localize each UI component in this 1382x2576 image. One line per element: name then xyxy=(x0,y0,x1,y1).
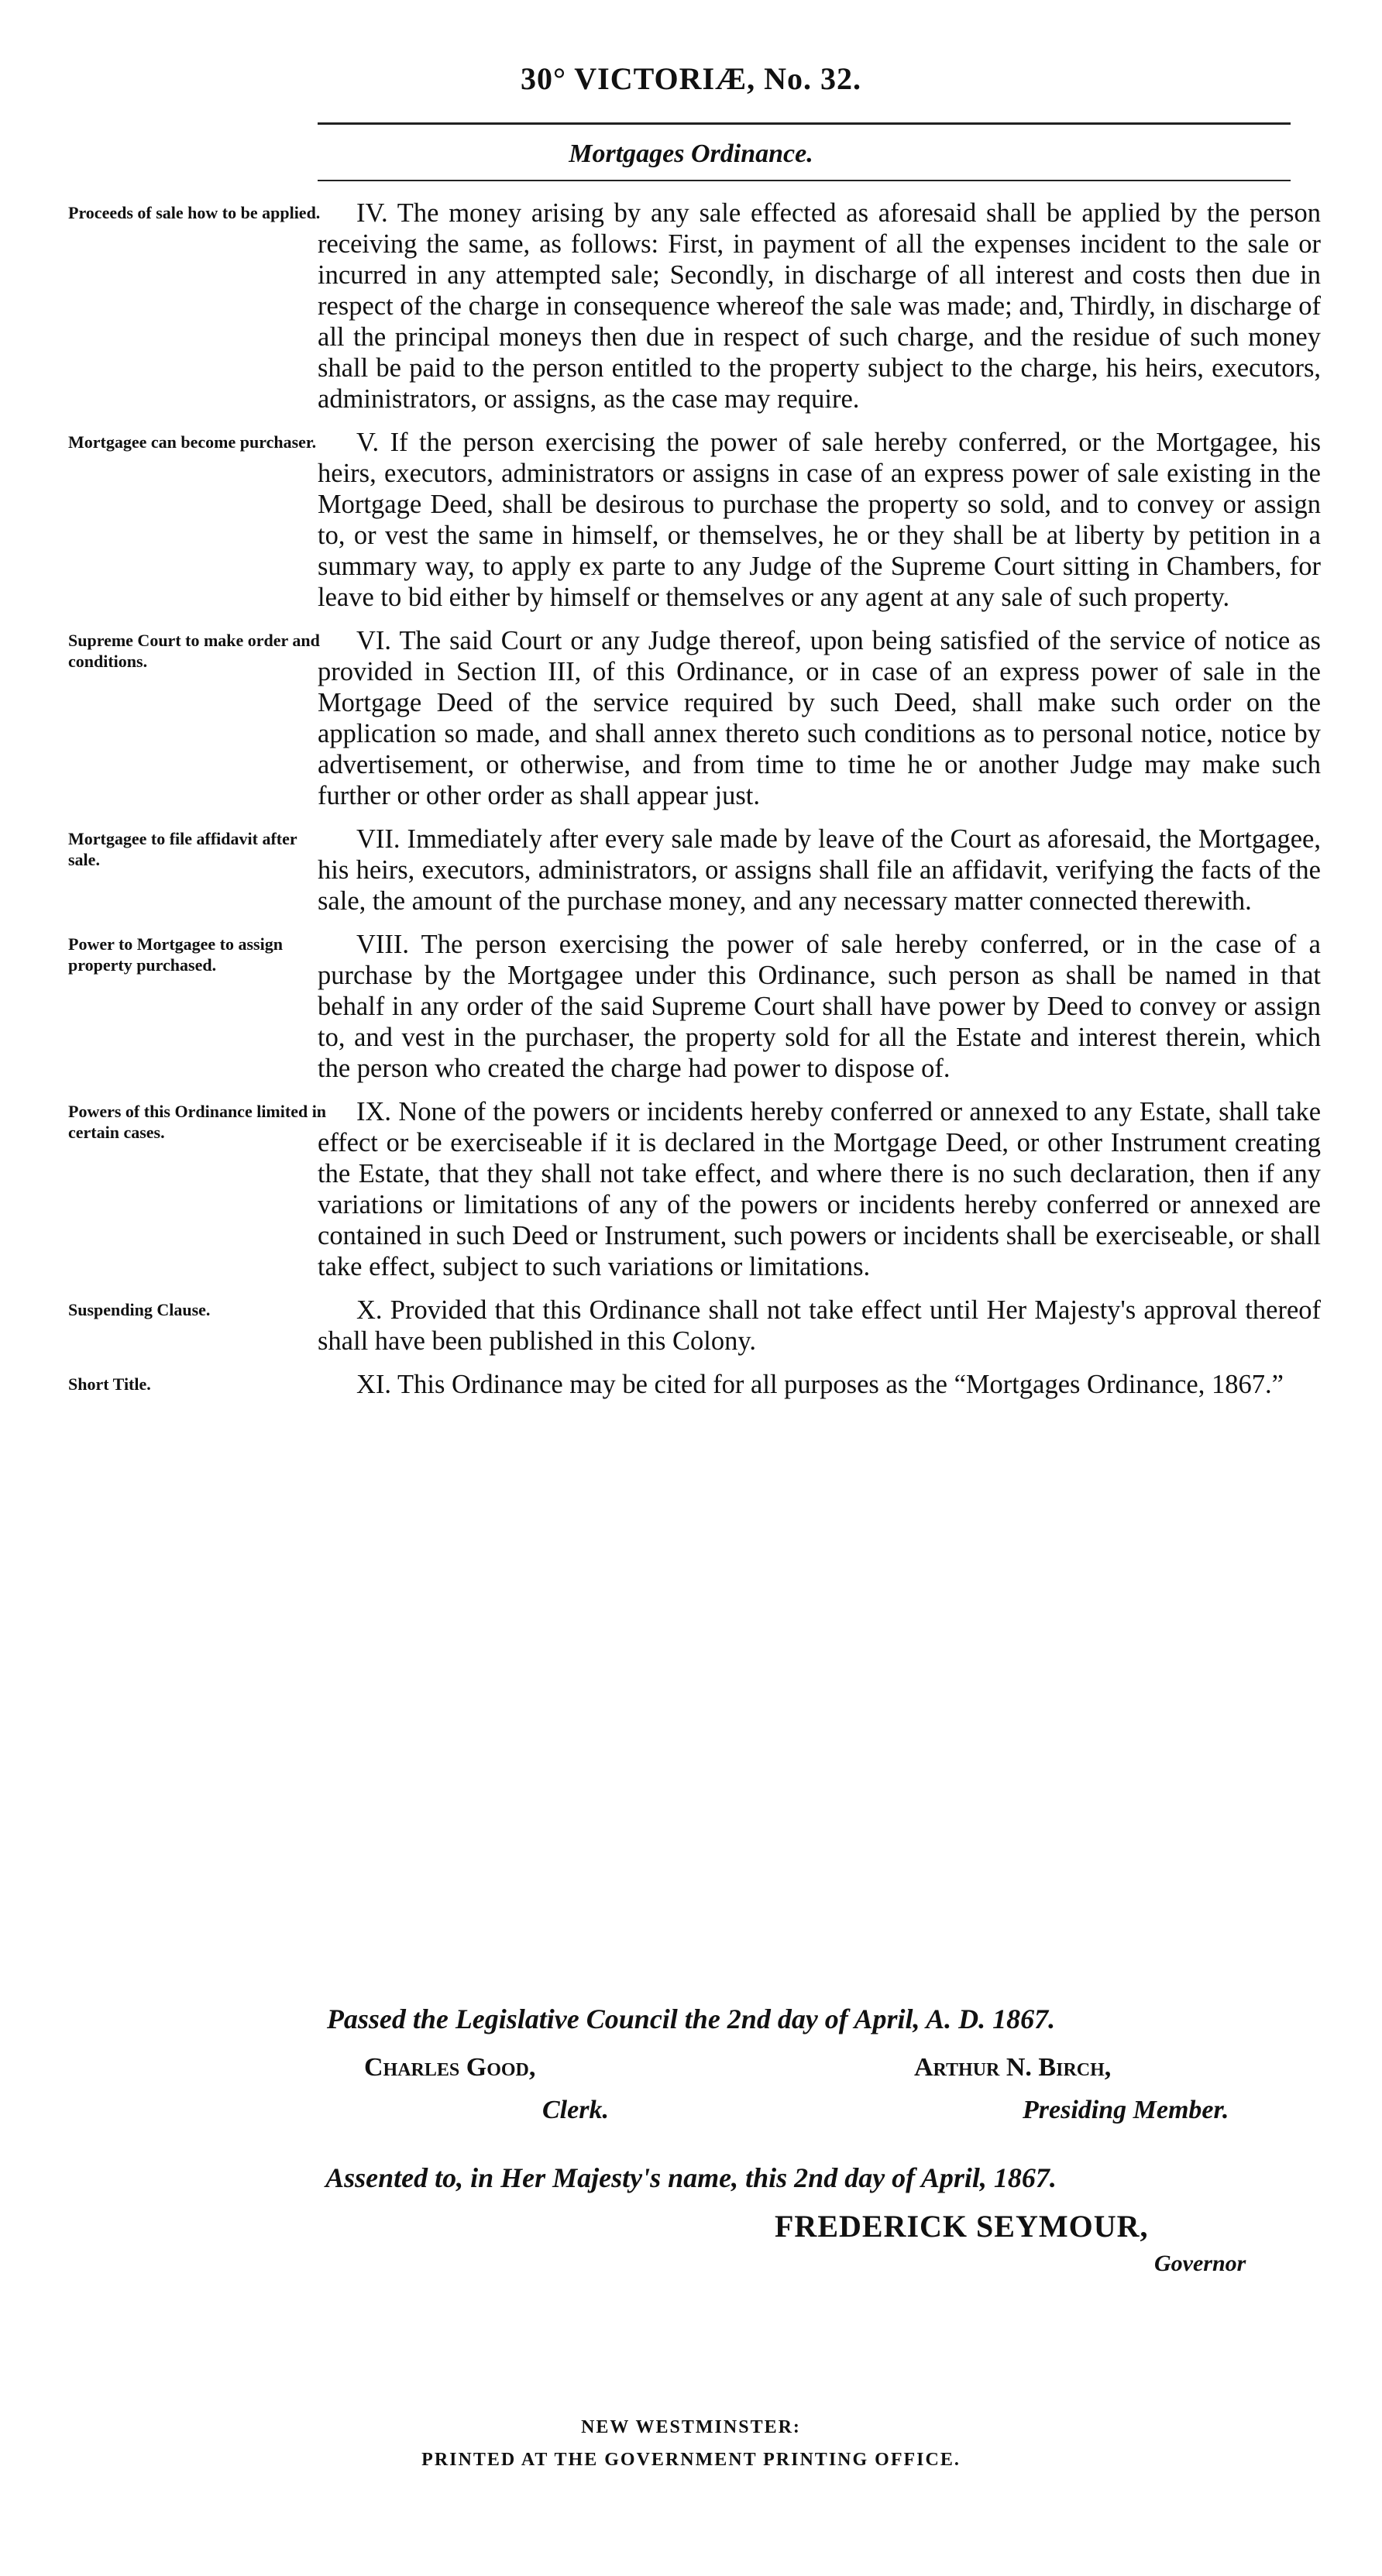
section-text xyxy=(318,427,1321,613)
section-body: Immediately after every sale made by leave of the Court as aforesaid, the Mortgagee, his heirs, executors, administrators, or assigns shall file an affidavit, verifying the facts of the sale, the amount of the purchase money, and any necessary matter connected therewith. xyxy=(318,824,1321,916)
section-body: None of the powers or incidents hereby conferred or annexed to any Estate, shall take effect or be exerciseable if it is declared in the Mortgage Deed, or other Instrument creating the Estate, that they shall not take effect, and where there is no such declaration, then if any variations or limitations of any of the powers or incidents hereby conferred or annexed are contained in such Deed or Instrument, such powers or incidents shall be exerciseable, or shall take effect, subject to such variations or limitations. xyxy=(318,1097,1322,1281)
section-text xyxy=(318,824,1321,917)
section-body: If the person exercising the power of sale hereby conferred, or the Mortgagee, his heirs, executors, administrators or assigns in case of an express power of sale existing in the Mortgage Deed, shall be desirous to purchase the property so sold, and to convey or assign to, or vest the same in himself, or themselves, he or they shall be at liberty by petition in a summary way, to apply ex parte to any Judge of the Supreme Court sitting in Chambers, for leave to bid either by himself or themselves or any agent at any sale of such property. xyxy=(318,428,1321,612)
section-number: VII. xyxy=(356,824,401,854)
section-xi xyxy=(46,1369,1325,1400)
section-number: X. xyxy=(356,1295,383,1325)
header-rule-bottom xyxy=(318,180,1291,181)
section-body: The money arising by any sale effected as aforesaid shall be applied by the person receiving the same, as follows: First, in payment of all the expenses incident to the sale or incurred in any attempted sale; Secondly, in discharge of all interest and costs then due in respect of the charge in consequence whereof the sale was made; and, Thirdly, in discharge of all the principal moneys then due in respect of such charge, and the residue of such money shall be paid to the person entitled to the property subject to the charge, his heirs, executors, administrators, or assigns, as the case may require. xyxy=(318,198,1321,414)
section-body: This Ordinance may be cited for all purposes as the “Mortgages Ordinance, 1867.” xyxy=(397,1370,1284,1399)
margin-note: Mortgagee can become purchaser. xyxy=(68,432,317,452)
clerk-role: Clerk. xyxy=(542,2096,609,2124)
governor-role: Governor xyxy=(1154,2251,1246,2276)
imprint-printer: PRINTED AT THE GOVERNMENT PRINTING OFFICE. xyxy=(421,2450,961,2470)
section-text xyxy=(318,929,1321,1084)
section-text xyxy=(318,1369,1321,1400)
section-number: IX. xyxy=(356,1097,392,1126)
section-text xyxy=(318,1096,1321,1282)
section-body: The said Court or any Judge thereof, upon being satisfied of the service of notice as provided in Section III, of this Ordinance, or in case of an express power of sale in the Mortgage Deed of the service required by such Deed, shall make such order on the application so made, and shall annex thereto such conditions as to personal notice, notice by advertisement, or otherwise, and from time to time he or another Judge may make such further or other order as shall appear just. xyxy=(318,626,1321,810)
section-number: VIII. xyxy=(356,930,410,959)
section-body: The person exercising the power of sale hereby conferred, or in the case of a purchase by the Mortgagee under this Ordinance, such person as shall be named in that behalf in any order of the said Supreme Court shall have power by Deed to convey or assign to, and vest in the purchaser, the property sold for all the Estate and interest therein, which the person who created the charge had power to dispose of. xyxy=(318,930,1321,1083)
clerk-name: Charles Good, xyxy=(364,2053,536,2082)
margin-note: Power to Mortgagee to assign property purchased. xyxy=(68,934,283,975)
imprint-place: NEW WESTMINSTER: xyxy=(581,2417,801,2437)
header-rule-top xyxy=(318,122,1291,125)
governor-name: FREDERICK SEYMOUR, xyxy=(775,2209,1149,2244)
page-header-title: 30° VICTORIÆ, No. 32. xyxy=(520,61,862,96)
section-v xyxy=(46,427,1325,613)
section-text xyxy=(318,625,1321,811)
section-text xyxy=(318,198,1321,414)
section-number: XI. xyxy=(356,1370,392,1399)
section-number: V. xyxy=(356,428,380,457)
margin-note: Suspending Clause. xyxy=(68,1300,211,1319)
presiding-member-role: Presiding Member. xyxy=(1023,2096,1229,2124)
margin-note: Short Title. xyxy=(68,1374,151,1394)
section-number: IV. xyxy=(356,198,388,228)
section-body: Provided that this Ordinance shall not take effect until Her Majesty's approval thereof shall have been published in this Colony. xyxy=(318,1295,1321,1356)
presiding-member-name: Arthur N. Birch, xyxy=(914,2053,1112,2082)
section-x xyxy=(46,1295,1325,1357)
assent-statement: Assented to, in Her Majesty's name, this 2nd day of April, 1867. xyxy=(325,2162,1057,2193)
margin-note: Mortgagee to file affidavit after sale. xyxy=(68,829,297,869)
margin-note: Powers of this Ordinance limited in certain cases. xyxy=(68,1102,327,1142)
section-viii xyxy=(46,929,1325,1084)
section-vii xyxy=(46,824,1325,917)
section-ix xyxy=(46,1096,1325,1282)
ordinance-sections xyxy=(46,198,1325,1412)
section-vi xyxy=(46,625,1325,811)
section-iv xyxy=(46,198,1325,414)
margin-note: Proceeds of sale how to be applied. xyxy=(68,203,321,222)
section-text xyxy=(318,1295,1321,1357)
passed-statement: Passed the Legislative Council the 2nd day of April, A. D. 1867. xyxy=(326,2003,1056,2034)
page-header-subtitle: Mortgages Ordinance. xyxy=(569,139,813,168)
section-number: VI. xyxy=(356,626,392,655)
margin-note: Supreme Court to make order and conditions. xyxy=(68,631,320,671)
